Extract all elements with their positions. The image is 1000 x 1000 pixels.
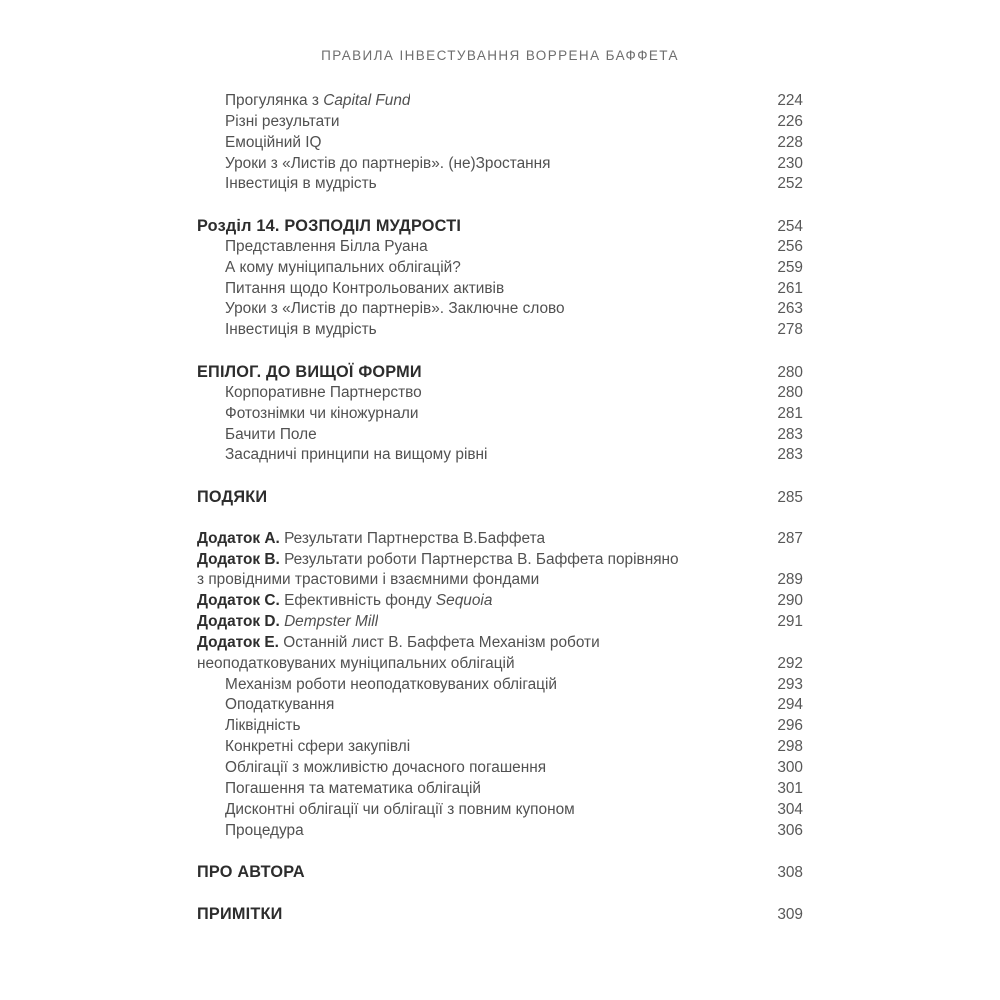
toc-entry-title: Бачити Поле — [225, 425, 317, 443]
toc-entry — [197, 320, 803, 341]
toc-entry-title: ПРО АВТОРА — [197, 863, 305, 882]
toc-entry-title: Уроки з «Листів до партнерів». (не)Зростання — [225, 154, 551, 172]
toc-entry-title: Дисконтні облігації чи облігації з повним купоном — [225, 800, 575, 818]
toc-entry — [197, 299, 803, 320]
toc-entry-title: Уроки з «Листів до партнерів». Заключне слово — [225, 300, 565, 318]
toc-entry — [197, 758, 803, 779]
toc-section-header — [197, 362, 803, 383]
toc-entry-title: Розділ 14. РОЗПОДІЛ МУДРОСТІ — [197, 217, 462, 236]
toc-page-number: 254 — [777, 218, 803, 236]
toc-page-number: 283 — [777, 425, 803, 443]
toc-entry — [197, 112, 803, 133]
toc-entry — [197, 779, 803, 800]
toc-gap — [197, 508, 803, 529]
toc-entry-title: Додаток E. Останній лист В. Баффета Механізм роботи — [197, 633, 600, 651]
toc-entry-title: Інвестиція в мудрість — [225, 175, 377, 193]
toc-page-number: 300 — [777, 759, 803, 776]
toc-gap — [197, 841, 803, 862]
toc-page-number: 230 — [777, 154, 803, 172]
toc-page-number: 261 — [777, 279, 803, 297]
toc-entry — [197, 675, 803, 696]
toc-page-number: 293 — [777, 675, 803, 693]
toc-page-number: 224 — [777, 92, 803, 109]
toc-page-number: 291 — [777, 613, 803, 631]
toc-page-number: 228 — [777, 133, 803, 151]
toc-entry-title: Корпоративне Партнерство — [225, 383, 422, 401]
toc-entry-title: Конкретні сфери закупівлі — [225, 738, 411, 756]
toc-entry-title: ПРИМІТКИ — [197, 904, 283, 923]
toc-entry — [197, 279, 803, 300]
toc-section-header — [197, 487, 803, 508]
toc-entry-title: Додаток B. Результати роботи Партнерства В. Баффета порівняно — [197, 550, 679, 568]
toc-entry-title: Додаток C. Ефективність фонду Sequoia — [197, 592, 493, 610]
toc-page-number: 285 — [777, 489, 803, 507]
toc-entry-title: неоподатковуваних муніципальних облігацій — [197, 654, 515, 672]
toc-entry — [197, 737, 803, 758]
toc-section-header — [197, 904, 803, 925]
toc-page-number: 301 — [777, 779, 803, 797]
toc-entry-title: Інвестиція в мудрість — [225, 321, 377, 339]
toc-entry — [197, 237, 803, 258]
toc-entry — [197, 821, 803, 842]
toc-entry-title: Фотознімки чи кіножурнали — [225, 404, 419, 422]
toc-page-number: 281 — [777, 404, 803, 422]
toc-entry — [197, 445, 803, 466]
toc-section-header — [197, 862, 803, 883]
toc-entry — [197, 133, 803, 154]
toc — [197, 91, 803, 925]
toc-page-number: 304 — [777, 800, 803, 818]
toc-entry — [197, 654, 803, 675]
toc-page-number: 287 — [777, 529, 803, 547]
toc-entry — [197, 383, 803, 404]
toc-entry-title: А кому муніципальних облігацій? — [225, 258, 461, 276]
toc-page-number: 290 — [777, 592, 803, 610]
toc-entry — [197, 695, 803, 716]
toc-entry — [197, 591, 803, 612]
toc-page-number: 263 — [777, 300, 803, 318]
toc-page-number: 298 — [777, 738, 803, 756]
toc-page-number: 294 — [777, 696, 803, 714]
toc-entry-title: Засадничі принципи на вищому рівні — [225, 446, 488, 464]
toc-entry — [197, 91, 803, 112]
toc-entry — [197, 570, 803, 591]
toc-entry-title: ПОДЯКИ — [197, 488, 268, 507]
toc-gap — [197, 341, 803, 362]
toc-page-number: 252 — [777, 175, 803, 193]
toc-page-number: 278 — [777, 321, 803, 339]
toc-entry — [197, 404, 803, 425]
toc-page-number: 296 — [777, 717, 803, 735]
toc-page-number: 308 — [777, 864, 803, 882]
toc-entry-title: Питання щодо Контрольованих активів — [225, 279, 505, 297]
toc-entry — [197, 800, 803, 821]
toc-page-number: 283 — [777, 446, 803, 464]
toc-page-number: 309 — [777, 905, 803, 923]
toc-gap — [197, 883, 803, 904]
toc-entry — [197, 154, 803, 175]
toc-entry-title: Ліквідність — [225, 717, 301, 735]
toc-page-number: 306 — [777, 821, 803, 839]
toc-page-number: 259 — [777, 258, 803, 276]
toc-entry — [197, 716, 803, 737]
toc-page-number: 280 — [777, 363, 803, 381]
toc-entry-title: Погашення та математика облігацій — [225, 779, 482, 797]
toc-entry-title: Додаток A. Результати Партнерства В.Баффета — [197, 529, 546, 547]
toc-page-number: 226 — [777, 112, 803, 130]
toc-entry-title: Представлення Білла Руана — [225, 237, 428, 255]
toc-page-number: 289 — [777, 571, 803, 589]
toc-entry — [197, 174, 803, 195]
toc-entry-title: Процедура — [225, 821, 304, 839]
toc-entry-title: Додаток D. Dempster Mill — [197, 613, 379, 631]
toc-entry — [197, 550, 803, 571]
toc-entry — [197, 258, 803, 279]
toc-section-header — [197, 216, 803, 237]
toc-entry-title: Облігації з можливістю дочасного погашення — [225, 759, 547, 776]
toc-page-number: 280 — [777, 383, 803, 401]
toc-page-number: 256 — [777, 237, 803, 255]
toc-entry-title: з провідними трастовими і взаємними фондами — [197, 571, 540, 589]
toc-gap — [197, 466, 803, 487]
toc-entry-title: Емоційний IQ — [225, 133, 322, 151]
toc-entry-title: Механізм роботи неоподатковуваних облігацій — [225, 675, 558, 693]
toc-entry — [197, 529, 803, 550]
toc-entry-title: Різні результати — [225, 112, 340, 130]
toc-page-number: 292 — [777, 654, 803, 672]
toc-entry-title: Оподаткування — [225, 696, 335, 714]
toc-entry — [197, 425, 803, 446]
toc-entry-title: Прогулянка з Capital Fund — [225, 92, 411, 109]
toc-gap — [197, 195, 803, 216]
running-header: ПРАВИЛА ІНВЕСТУВАННЯ ВОРРЕНА БАФФЕТА — [321, 48, 679, 63]
toc-entry-title: ЕПІЛОГ. ДО ВИЩОЇ ФОРМИ — [197, 362, 422, 381]
toc-entry — [197, 612, 803, 633]
toc-entry — [197, 633, 803, 654]
